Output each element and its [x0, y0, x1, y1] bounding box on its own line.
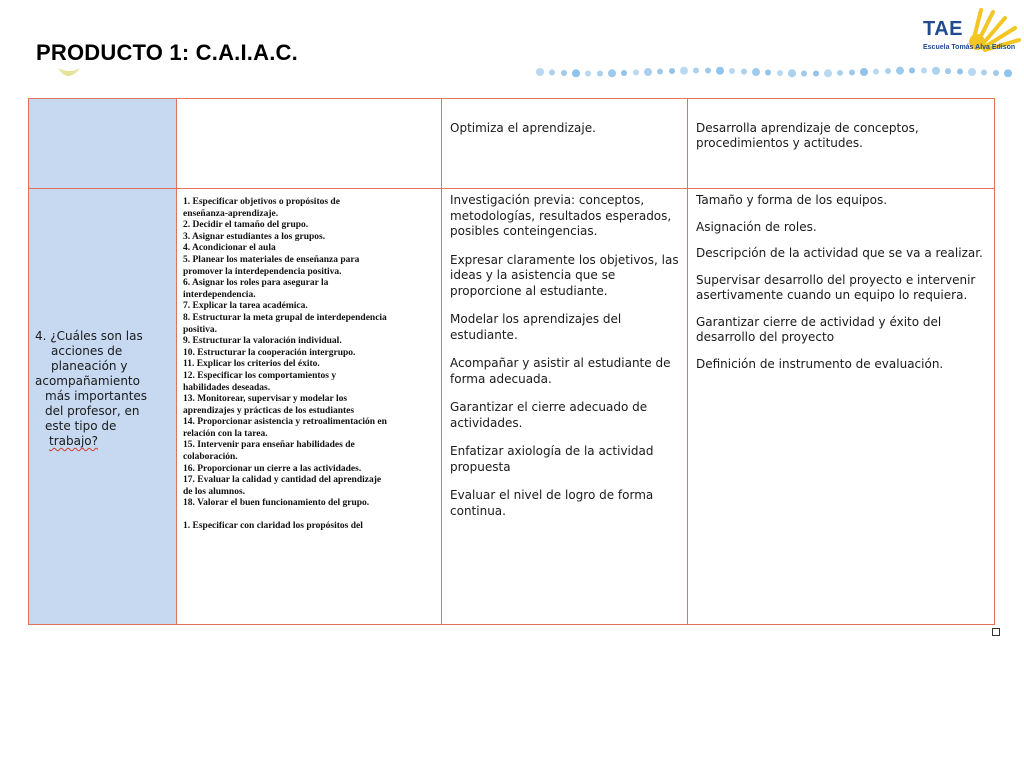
decorative-dot [813, 70, 819, 76]
decorative-dot [549, 70, 555, 76]
decorative-dot [572, 69, 580, 77]
step-line: 1. Especificar objetivos o propósitos de [183, 197, 340, 207]
aspect-item: Definición de instrumento de evaluación. [696, 356, 944, 371]
step-line: 1. Especificar con claridad los propósitos del [183, 521, 363, 532]
decorative-dot [536, 68, 544, 76]
step-line: colaboración. [183, 452, 238, 463]
decorative-dot [837, 70, 843, 76]
decorative-dot [873, 68, 879, 74]
question-text [29, 189, 176, 449]
question-line: acompañamiento [35, 374, 140, 388]
decorative-dot-line [40, 62, 1024, 82]
decorative-dot [1004, 69, 1012, 77]
decorative-dot [585, 70, 591, 76]
step-line: 5. Planear los materiales de enseñanza para [183, 254, 360, 265]
question-line: 4. ¿Cuáles son las [35, 329, 143, 343]
decorative-dot [981, 70, 987, 76]
action-item: Modelar los aprendizajes del estudiante. [450, 312, 622, 342]
slide-title: PRODUCTO 1: C.A.I.A.C. [36, 40, 298, 65]
decorative-dot [909, 68, 915, 74]
table-cell-aspects [688, 189, 995, 625]
step-line: promover la interdependencia positiva. [183, 266, 342, 277]
decorative-dot [788, 69, 796, 77]
step-line: 11. Explicar los criterios del éxito. [183, 359, 320, 370]
decorative-dot [885, 68, 891, 74]
decorative-dot [945, 68, 951, 74]
aspect-item: Descripción de la actividad que se va a realizar. [696, 246, 983, 260]
step-line: habilidades deseadas. [183, 382, 271, 393]
step-line: 18. Valorar el buen funcionamiento del grupo. [183, 498, 370, 509]
table-cell-actions [442, 189, 688, 625]
logo-subtitle: Escuela Tomás Alva Edison [923, 44, 1016, 51]
action-item: Expresar claramente los objetivos, las ideas y la asistencia que se proporcione al estudiante. [450, 252, 679, 298]
content-table [28, 98, 995, 625]
decorative-dot [957, 69, 963, 75]
decorative-dot [621, 70, 627, 76]
step-line: 13. Monitorear, supervisar y modelar los [183, 394, 348, 405]
decorative-dot [680, 67, 688, 75]
step-line: 16. Proporcionar un cierre a las actividades. [183, 463, 362, 474]
step-line: 9. Estructurar la valoración individual. [183, 336, 342, 347]
cell-text: Optimiza el aprendizaje. [450, 121, 596, 135]
table-row [29, 189, 995, 625]
decorative-dot [921, 68, 927, 74]
decorative-dot [693, 68, 699, 74]
aspect-item: Supervisar desarrollo del proyecto e intervenir asertivamente cuando un equipo lo requiera. [696, 272, 976, 302]
table-cell [688, 99, 995, 189]
decorative-dot [729, 68, 735, 74]
step-line: 15. Intervenir para enseñar habilidades de [183, 440, 355, 451]
action-item: Garantizar el cierre adecuado de actividades. [450, 400, 648, 430]
table-cell-steps [177, 189, 442, 625]
decorative-dot [801, 70, 807, 76]
decorative-dot [657, 68, 663, 74]
steps-gap [183, 510, 435, 521]
step-line: 10. Estructurar la cooperación intergrupo. [183, 347, 356, 358]
question-line: más importantes [45, 389, 148, 403]
step-line: 8. Estructurar la meta grupal de interdependencia [183, 312, 387, 323]
step-line: positiva. [183, 324, 218, 335]
actions-list [442, 189, 687, 519]
logo-text: TAE [923, 18, 964, 40]
table-row [29, 99, 995, 189]
question-line: este tipo de [45, 419, 117, 433]
decorative-dot [777, 70, 783, 76]
decorative-dot [765, 70, 771, 76]
decorative-dot [705, 68, 711, 74]
decorative-dot [597, 70, 603, 76]
decorative-dot [608, 69, 616, 77]
decorative-dot [896, 67, 904, 75]
decorative-dot [860, 68, 868, 76]
decorative-dot [716, 67, 724, 75]
action-item: Enfatizar axiología de la actividad propuesta [450, 444, 654, 474]
decorative-dot [932, 67, 940, 75]
decorative-dot [849, 69, 855, 75]
decorative-dot [669, 68, 675, 74]
step-line: relación con la tarea. [183, 428, 268, 439]
question-line: planeación y [51, 359, 128, 373]
decorative-leaf [58, 68, 80, 76]
school-logo [921, 4, 1021, 60]
aspect-item: Garantizar cierre de actividad y éxito del desarrollo del proyecto [696, 314, 942, 344]
decorative-dot [993, 70, 999, 76]
decorative-dot [561, 70, 567, 76]
resize-handle [992, 628, 1000, 636]
cell-text: Desarrolla aprendizaje de conceptos, procedimientos y actitudes. [696, 121, 919, 150]
step-line: aprendizajes y prácticas de los estudiantes [183, 405, 355, 416]
step-line: 14. Proporcionar asistencia y retroalimentación en [183, 417, 387, 428]
step-line: 12. Especificar los comportamientos y [183, 370, 337, 381]
step-line: de los alumnos. [183, 486, 246, 497]
step-line: 4. Acondicionar el aula [183, 243, 276, 254]
steps-list [177, 189, 441, 533]
action-item: Acompañar y asistir al estudiante de forma adecuada. [450, 356, 671, 386]
step-line: 7. Explicar la tarea académica. [183, 301, 308, 312]
aspects-list [688, 189, 994, 372]
decorative-dot [752, 68, 760, 76]
aspect-item: Asignación de roles. [696, 219, 817, 234]
action-item: Evaluar el nivel de logro de forma continua. [450, 488, 654, 518]
step-line: 6. Asignar los roles para asegurar la [183, 278, 329, 289]
table-cell-question [29, 189, 177, 625]
decorative-dot [633, 70, 639, 76]
step-line: 17. Evaluar la calidad y cantidad del aprendizaje [183, 475, 382, 486]
decorative-dot [824, 69, 832, 77]
step-line: enseñanza-aprendizaje. [183, 208, 279, 219]
action-item: Investigación previa: conceptos, metodologías, resultados esperados, posibles conteingencias. [450, 193, 672, 238]
table-cell-empty [177, 99, 442, 189]
decorative-dot [968, 68, 976, 76]
decorative-dot [741, 69, 747, 75]
table-cell [442, 99, 688, 189]
decorative-dot [644, 68, 652, 76]
table-cell-question-empty [29, 99, 177, 189]
step-line: 3. Asignar estudiantes a los grupos. [183, 231, 326, 242]
question-line: del profesor, en [45, 404, 140, 418]
step-line: interdependencia. [183, 289, 256, 300]
aspect-item: Tamaño y forma de los equipos. [696, 193, 888, 207]
question-line: acciones de [51, 344, 123, 358]
question-line: trabajo? [49, 434, 99, 448]
step-line: 2. Decidir el tamaño del grupo. [183, 220, 309, 231]
